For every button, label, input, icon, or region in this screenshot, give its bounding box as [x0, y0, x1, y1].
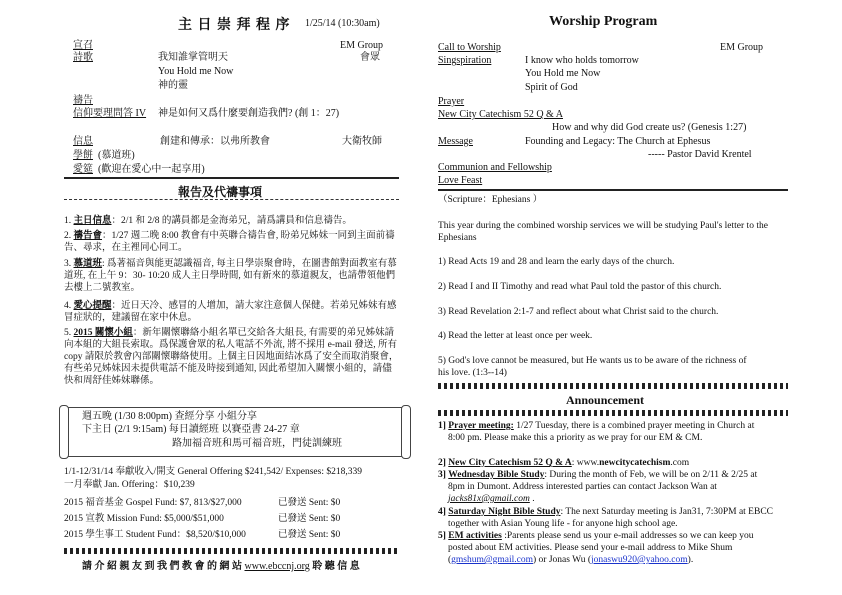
item-head: EM activities	[448, 531, 502, 541]
catechism-site-bold[interactable]: newcitycatechism	[599, 458, 671, 468]
church-website-link[interactable]: www.ebccnj.org	[244, 561, 310, 572]
program-fellowship-text: (慕道班)	[98, 150, 135, 161]
program-song1-right: 會眾	[360, 52, 380, 63]
program-lovefeast-text: (歡迎在愛心中一起享用)	[98, 164, 205, 175]
list-item: 3) Read Revelation 2:1-7 and reflect about what Christ said to the church.	[438, 307, 719, 317]
study-intro: This year during the combined worship services we will be studying Paul's letter to the Ephesians	[438, 221, 768, 243]
item-num: 4.	[64, 301, 72, 311]
program-message-text: 創建和傳承：以弗所教會	[160, 136, 270, 147]
list-item	[438, 506, 773, 530]
list-item	[64, 215, 400, 227]
item-tail: ).	[687, 555, 694, 565]
program-message-text: Founding and Legacy: The Church at Ephesus	[525, 136, 711, 147]
fund-row-label: 2015 宣教 Mission Fund: $5,000/$51,000	[64, 514, 224, 524]
item-num: 3]	[438, 470, 446, 480]
program-message-label: 信息	[73, 136, 93, 147]
program-song1: 我知誰掌管明天	[158, 52, 228, 63]
program-message-speaker: ----- Pastor David Krentel	[648, 149, 752, 160]
program-song-label: 詩歌	[73, 52, 93, 63]
program-catechism-label: New City Catechism 52 Q & A	[438, 109, 563, 120]
program-communion-label: Communion and Fellowship	[438, 162, 552, 173]
item-head: Wednesday Bible Study	[448, 470, 545, 480]
list-item: 5) God's love cannot be measured, but He wants us to be aware of the richness of his love. (1:3--14)	[438, 356, 747, 378]
program-lovefeast-label: 愛筵	[73, 164, 93, 175]
schedule-line1: 週五晚 (1/30 8:00pm) 查經分享 小組分享	[82, 411, 257, 422]
email-link[interactable]: jacks81x@gmail.com	[448, 494, 530, 504]
list-item: 1) Read Acts 19 and 28 and learn the early days of the church.	[438, 257, 675, 267]
list-item	[438, 420, 773, 444]
right-divider	[438, 189, 788, 191]
item-head: Saturday Night Bible Study	[448, 507, 561, 517]
program-sing-label: Singspiration	[438, 55, 492, 66]
program-message-label: Message	[438, 136, 473, 147]
program-lovefeast-label: Love Feast	[438, 175, 483, 186]
program-song2: You Hold me Now	[525, 68, 601, 79]
program-fellowship-label: 學餅	[73, 150, 93, 161]
item-head: 主日信息	[73, 216, 112, 226]
item-num: 5.	[64, 328, 72, 338]
right-title: Worship Program	[549, 14, 658, 29]
item-mid: ) or Jonas Wu (	[533, 555, 592, 565]
list-item	[64, 258, 400, 294]
list-item	[64, 300, 400, 324]
program-song2: You Hold me Now	[158, 66, 234, 77]
program-song1: I know who holds tomorrow	[525, 55, 639, 66]
fund-row-label: 2015 學生事工 Student Fund：$8,520/$10,000	[64, 530, 246, 540]
schedule-line2: 下主日 (2/1 9:15am) 每日讀經班 以賽亞書 24-27 章	[82, 424, 300, 435]
item-tail: .com	[670, 458, 690, 468]
schedule-line3: 路加福音班和馬可福音班，門徒訓練班	[172, 438, 342, 449]
item-text: : The next Saturday meeting is Jan31, 7:30PM at EBCC together with Asian Young life - for anyone high school age.	[448, 507, 773, 529]
item-text: ：2/1 和 2/8 的講員都是金海弟兄，請爲講員和信息禱告。	[111, 216, 352, 226]
program-song3: Spirit of God	[525, 82, 578, 93]
item-num: 2.	[64, 231, 72, 241]
item-num: 4]	[438, 507, 446, 517]
email-link[interactable]: jonaswu920@yahoo.com	[591, 555, 688, 565]
item-text: : 爲著福音與能更認識福音, 每主日學崇聚會時，在圖書館對面教室有慕道班, 在上午 9：30- 10:20 成人主日學時間, 如有新來的慕道親友，也請帶領他們去樓上二號教室。	[64, 259, 397, 293]
program-message-speaker: 大衛牧師	[342, 136, 382, 147]
list-item	[438, 469, 773, 505]
announce-bottom-divider	[438, 410, 788, 416]
item-tail: .	[529, 494, 535, 504]
program-catechism-label: 信仰要理問答 IV	[73, 108, 147, 119]
program-song3: 神的靈	[158, 80, 188, 91]
item-num: 1]	[438, 421, 446, 431]
item-text: ：新年關懷聯絡小組名單已交給各大組長, 有需要的弟兄姊妹請向本組的大組長索取。爲保護會眾的私人電話不外流, 將不採用 e-mail 發送, 所有 copy 請限於教會內部關懷聯絡使用。上個主日因地面結冰爲了安全而取消聚會，有些弟兄姊妹因未提供電話不能及時接到通知, 因此希望加入關懷小組的，請儘快和周舒佳姊妹聯係。	[64, 328, 399, 386]
fund-row-label: 2015 福音基金 Gospel Fund: $7, 813/$27,000	[64, 498, 242, 508]
footer-text-tail: 聆 聽 信 息	[312, 561, 360, 572]
fund-row-sent: 已發送 Sent: $0	[278, 514, 341, 524]
item-text: : www.	[571, 458, 600, 468]
program-prayer-label: Prayer	[438, 96, 465, 107]
item-num: 5]	[438, 531, 446, 541]
item-text: : During the month of Feb, we will be on 2/11 & 2/25 at 8pm in Dumont. Address interested parties can contact Jackson Wan at	[448, 470, 758, 492]
left-announce-title: 報告及代禱事項	[178, 185, 263, 199]
announce-top-divider	[438, 383, 788, 389]
fund-row-sent: 已發送 Sent: $0	[278, 498, 341, 508]
item-head: 愛心提醒	[73, 301, 112, 311]
left-title: 主 日 崇 拜 程 序	[178, 18, 291, 33]
item-head: 禱告會	[73, 231, 103, 241]
list-item	[438, 530, 778, 566]
item-head: 2015 關懷小組	[73, 328, 133, 338]
item-text: 1/27 Tuesday, there is a combined prayer meeting in Church at 8:00 pm. Please make this a priority as we pray for our EM & CM.	[448, 421, 755, 443]
finance-summary: 1/1-12/31/14 奉獻收入/開支 General Offering $241,542/ Expenses: $218,339	[64, 467, 362, 477]
item-text: ：近日天冷、感冒的人增加，請大家注意個人保健。若弟兄姊妹有感冒症狀的，建議留在家中休息。	[64, 301, 397, 323]
fund-row-sent: 已發送 Sent: $0	[278, 530, 341, 540]
left-divider	[64, 177, 399, 179]
item-num: 2]	[438, 458, 446, 468]
left-announce-rule	[64, 199, 399, 200]
left-footer-divider	[64, 548, 400, 554]
left-date: 1/25/14 (10:30am)	[305, 18, 380, 29]
program-catechism-text: 神是如何又爲什麼要創造我們? (創 1：27)	[158, 108, 340, 119]
footer-text: 請 介 紹 親 友 到 我 們 教 會 的 網 站	[82, 561, 242, 572]
finance-jan-offering: 一月奉獻 Jan. Offering：$10,239	[64, 480, 195, 490]
program-call-label: 宣召	[73, 40, 93, 51]
list-item: 4) Read the letter at least once per week.	[438, 331, 593, 341]
right-announce-title: Announcement	[566, 393, 645, 407]
list-item	[64, 327, 400, 387]
program-call-right: EM Group	[340, 40, 384, 51]
email-link[interactable]: gmshum@gmail.com	[451, 555, 534, 565]
list-item	[64, 230, 400, 254]
item-head: Prayer meeting:	[448, 421, 514, 431]
item-text: ：1/27 週二晚 8:00 教會有中英聯合禱告會, 盼弟兄姊妹一同到主面前禱告、尋求，在主裡同心同工。	[64, 231, 395, 253]
left-footer	[82, 557, 360, 572]
program-call-right: EM Group	[720, 42, 764, 53]
scripture-note: （Scripture：Ephesians ）	[438, 195, 543, 205]
item-num: 3.	[64, 259, 72, 269]
list-item	[438, 457, 763, 469]
item-head: 慕道班	[73, 259, 103, 269]
item-num: 1.	[64, 216, 72, 226]
program-catechism-text: How and why did God create us? (Genesis 1:27)	[552, 122, 747, 133]
list-item: 2) Read I and II Timothy and read what Paul told the pastor of this church.	[438, 282, 722, 292]
program-prayer-label: 禱告	[73, 95, 93, 106]
program-call-label: Call to Worship	[438, 42, 501, 53]
item-text: :Parents please send us your e-mail addresses so we can keep you posted about EM activities. Please send your e-mail address to Mike Shum (	[448, 531, 754, 565]
item-head: New City Catechism 52 Q & A	[448, 458, 572, 468]
